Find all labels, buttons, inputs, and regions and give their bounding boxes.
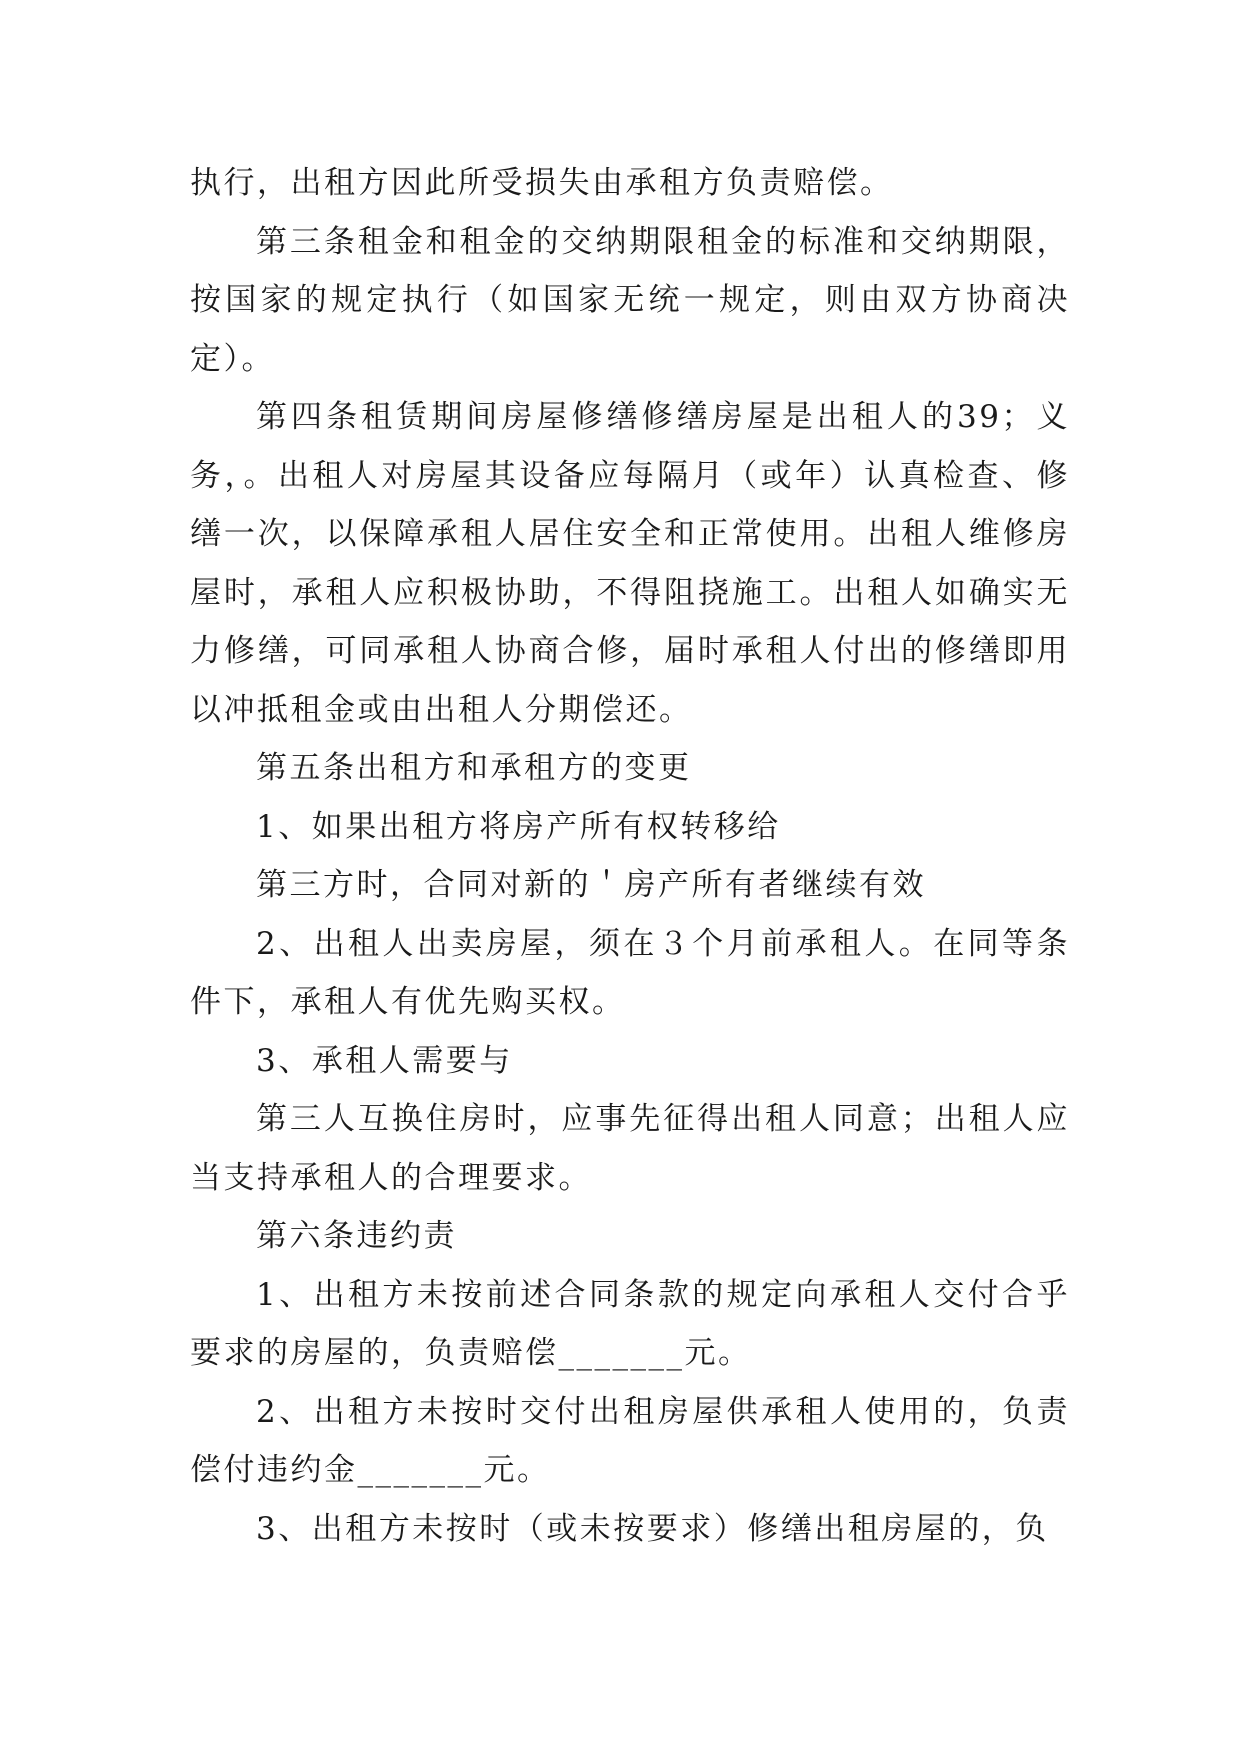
document-body (190, 154, 1070, 1558)
paragraph: 第四条租赁期间房屋修缮修缮房屋是出租人的39；义务，。出租人对房屋其设备应每隔月（或年）认真检查、修缮一次，以保障承租人居住安全和正常使用。出租人维修房屋时，承租人应积极协助，不得阻挠施工。出租人如确实无力修缮，可同承租人协商合修，届时承租人付出的修缮即用以冲抵租金或由出租人分期偿还。 (190, 399, 1070, 728)
paragraph: 第三条租金和租金的交纳期限租金的标准和交纳期限，按国家的规定执行（如国家无统一规定，则由双方协商决定）。 (190, 223, 1070, 377)
paragraph: 第三人互换住房时，应事先征得出租人同意；出租人应当支持承租人的合理要求。 (190, 1101, 1070, 1196)
paragraph: 1、如果出租方将房产所有权转移给 (256, 808, 781, 845)
paragraph: 2、出租方未按时交付出租房屋供承租人使用的，负责偿付违约金_______元。 (190, 1393, 1070, 1488)
paragraph: 执行，出租方因此所受损失由承租方负责赔偿。 (190, 165, 894, 201)
paragraph: 3、出租方未按时（或未按要求）修缮出租房屋的，负 (256, 1510, 1049, 1547)
paragraph: 第五条出租方和承租方的变更 (256, 750, 692, 786)
paragraph: 1、出租方未按前述合同条款的规定向承租人交付合乎要求的房屋的，负责赔偿_______元。 (190, 1276, 1070, 1371)
paragraph: 第三方时，合同对新的＇房产所有者继续有效 (256, 867, 926, 903)
paragraph: 第六条违约责 (256, 1218, 457, 1254)
paragraph: 2、出租人出卖房屋，须在３个月前承租人。在同等条件下，承租人有优先购买权。 (190, 925, 1070, 1020)
paragraph: 3、承租人需要与 (256, 1042, 513, 1079)
